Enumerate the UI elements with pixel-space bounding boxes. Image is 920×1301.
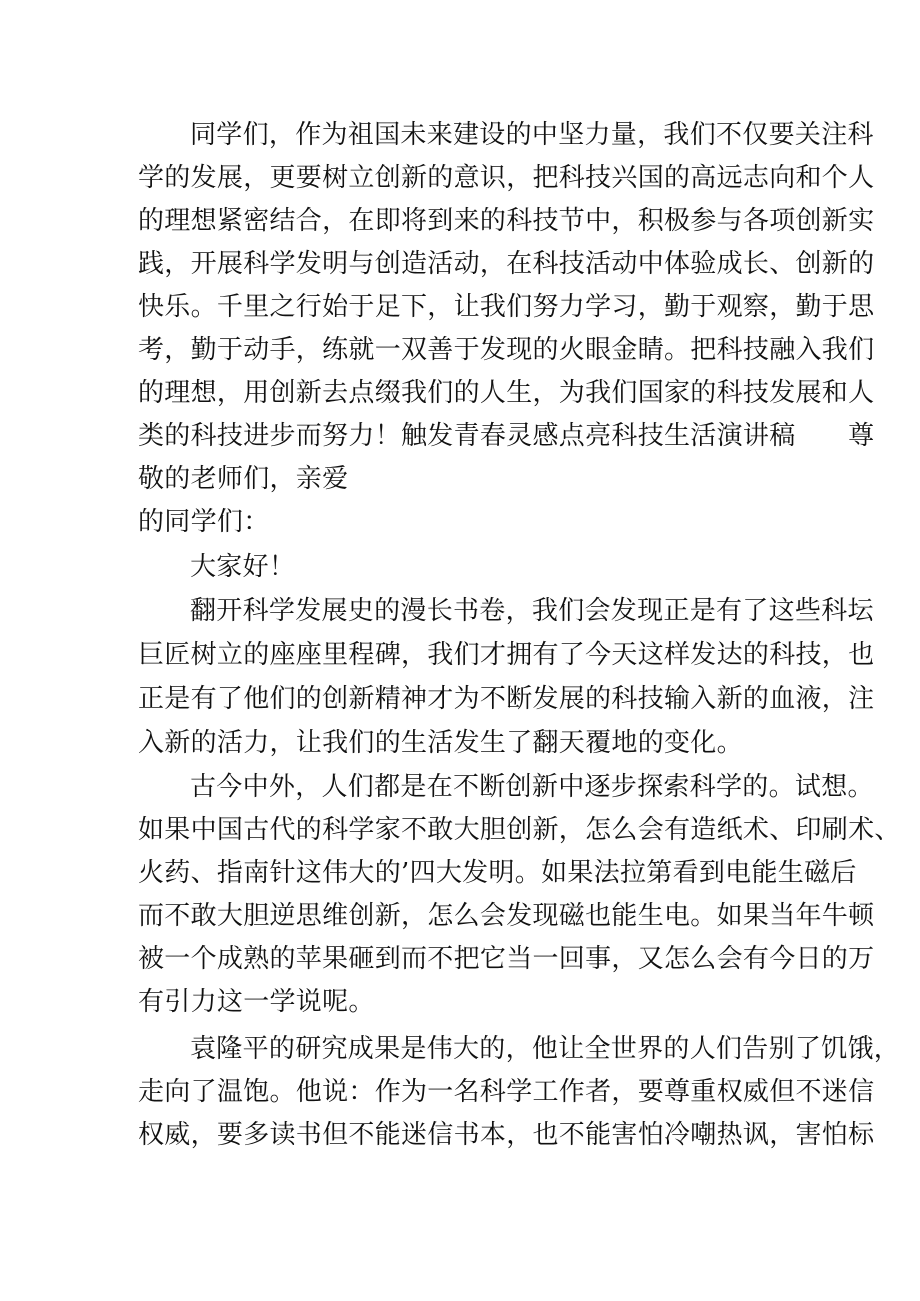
- paragraph-1-line-9: 敬的老师们，亲爱: [138, 464, 349, 494]
- paragraph-4-line-2: 走向了温饱。他说：作为一名科学工作者，要尊重权威但不迷信: [138, 1077, 875, 1107]
- paragraph-2-line-4: 入新的活力，让我们的生活发生了翻天覆地的变化。: [138, 728, 743, 758]
- paragraph-4-line-1: 袁隆平的研究成果是伟大的，他让全世界的人们告别了饥饿，: [190, 1034, 901, 1064]
- paragraph-1-line-1: 同学们，作为祖国未来建设的中坚力量，我们不仅要关注科: [190, 120, 874, 150]
- paragraph-3-line-3: 火药、指南针这伟大的’四大发明。如果法拉第看到电能生磁后: [138, 858, 857, 888]
- paragraph-3-line-5: 被一个成熟的苹果砸到而不把它当一回事，又怎么会有今日的万: [138, 944, 875, 974]
- paragraph-1-line-2: 学的发展，更要树立创新的意识，把科技兴国的高远志向和个人: [138, 163, 875, 193]
- greeting-line: 大家好！: [190, 552, 296, 582]
- paragraph-3-line-6: 有引力这一学说呢。: [138, 987, 375, 1017]
- paragraph-1-line-8: 类的科技进步而努力！触发青春灵感点亮科技生活演讲稿 尊: [138, 421, 875, 451]
- paragraph-2-line-1: 翻开科学发展史的漫长书卷，我们会发现正是有了这些科坛: [190, 596, 874, 626]
- paragraph-2-line-3: 正是有了他们的创新精神才为不断发展的科技输入新的血液，注: [138, 684, 875, 714]
- paragraph-3-line-4: 而不敢大胆逆思维创新，怎么会发现磁也能生电。如果当年牛顿: [138, 901, 875, 931]
- paragraph-1-line-5: 快乐。千里之行始于足下，让我们努力学习，勤于观察，勤于思: [138, 292, 875, 322]
- paragraph-3-line-1: 古今中外，人们都是在不断创新中逐步探索科学的。试想。: [190, 772, 874, 802]
- salutation-line: 的同学们：: [138, 507, 270, 537]
- paragraph-2-line-2: 巨匠树立的座座里程碑，我们才拥有了今天这样发达的科技，也: [138, 640, 875, 670]
- paragraph-1-line-6: 考，勤于动手，练就一双善于发现的火眼金睛。把科技融入我们: [138, 335, 875, 365]
- paragraph-4-line-3: 权威，要多读书但不能迷信书本，也不能害怕冷嘲热讽，害怕标: [138, 1120, 875, 1150]
- paragraph-3-line-2: 如果中国古代的科学家不敢大胆创新，怎么会有造纸术、印刷术、: [138, 815, 901, 845]
- paragraph-1-line-4: 践，开展科学发明与创造活动，在科技活动中体验成长、创新的: [138, 249, 875, 279]
- paragraph-1-line-3: 的理想紧密结合，在即将到来的科技节中，积极参与各项创新实: [138, 206, 875, 236]
- paragraph-1-line-7: 的理想，用创新去点缀我们的人生，为我们国家的科技发展和人: [138, 378, 875, 408]
